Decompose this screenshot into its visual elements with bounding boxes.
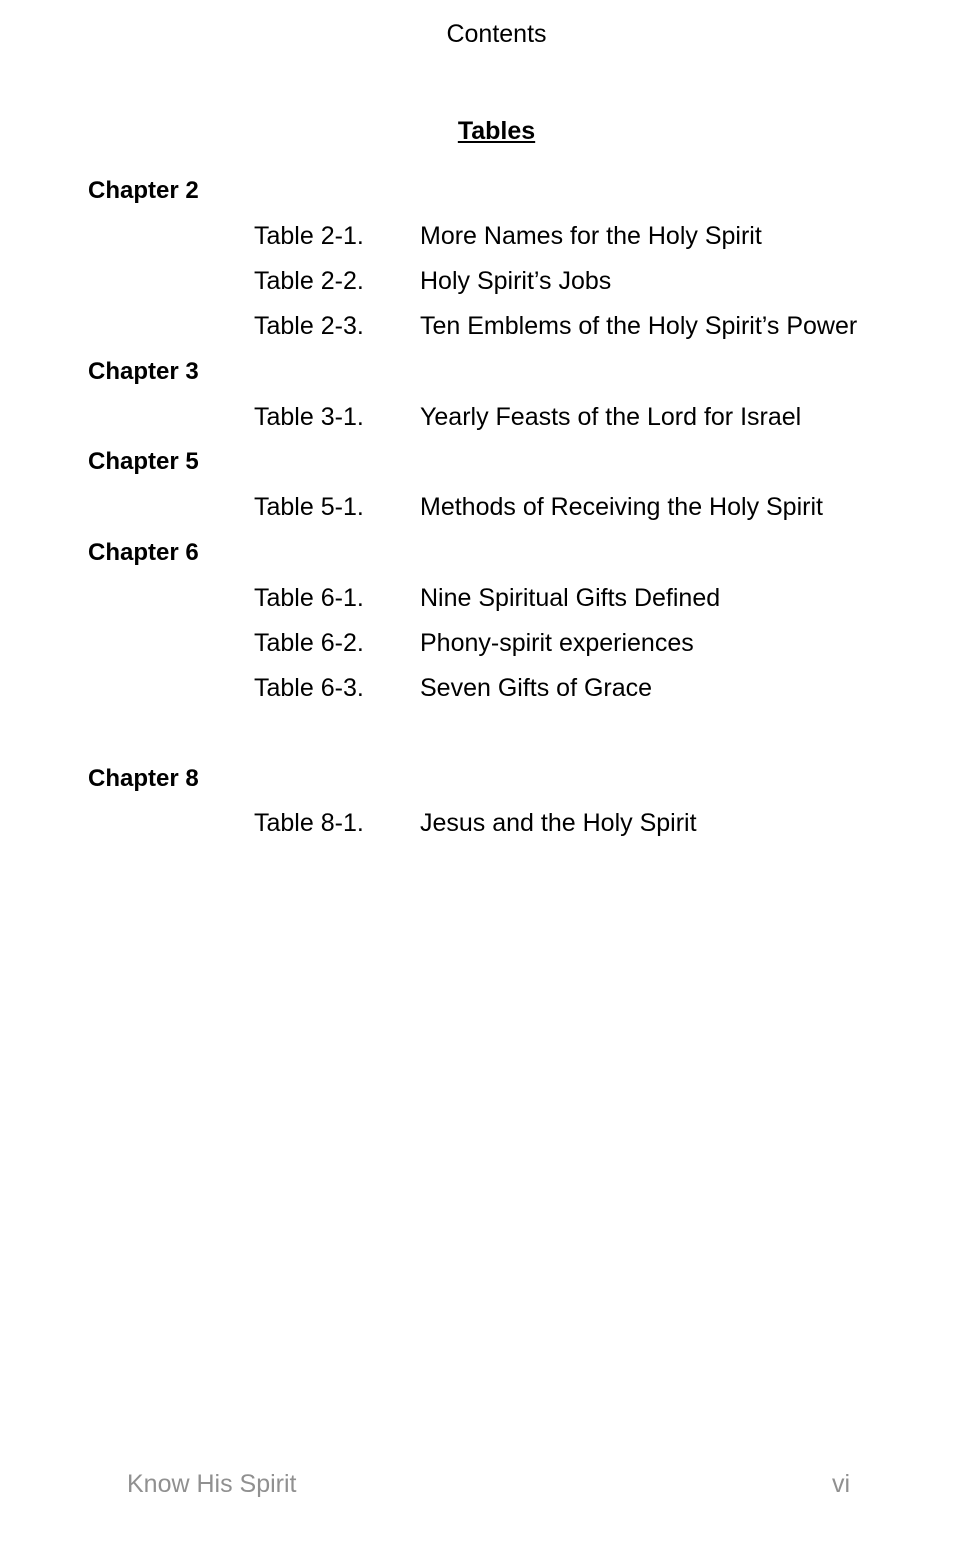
chapter-heading: Chapter 8 <box>88 765 199 792</box>
running-header: Contents <box>446 20 547 48</box>
table-number: Table 2-3. <box>254 312 364 340</box>
table-number: Table 6-1. <box>254 584 364 612</box>
table-number: Table 8-1. <box>254 809 364 837</box>
table-title: Yearly Feasts of the Lord for Israel <box>420 403 802 431</box>
table-title: Seven Gifts of Grace <box>420 674 653 702</box>
table-title: Jesus and the Holy Spirit <box>420 809 697 837</box>
chapter-heading: Chapter 3 <box>88 358 199 385</box>
footer-page-number: vi <box>832 1470 851 1498</box>
section-title: Tables <box>457 117 536 145</box>
table-number: Table 2-1. <box>254 222 364 250</box>
table-number: Table 5-1. <box>254 493 364 521</box>
table-title: More Names for the Holy Spirit <box>420 222 762 250</box>
table-number: Table 6-2. <box>254 629 364 657</box>
table-title: Methods of Receiving the Holy Spirit <box>420 493 823 521</box>
table-title: Holy Spirit’s Jobs <box>420 267 612 295</box>
table-number: Table 6-3. <box>254 674 364 702</box>
chapter-heading: Chapter 2 <box>88 177 199 204</box>
footer-book-title: Know His Spirit <box>127 1470 297 1498</box>
chapter-heading: Chapter 6 <box>88 539 199 566</box>
chapter-heading: Chapter 5 <box>88 448 199 475</box>
table-number: Table 2-2. <box>254 267 364 295</box>
table-title: Phony-spirit experiences <box>420 629 694 657</box>
table-title: Ten Emblems of the Holy Spirit’s Power <box>420 312 858 340</box>
table-number: Table 3-1. <box>254 403 364 431</box>
table-title: Nine Spiritual Gifts Defined <box>420 584 721 612</box>
